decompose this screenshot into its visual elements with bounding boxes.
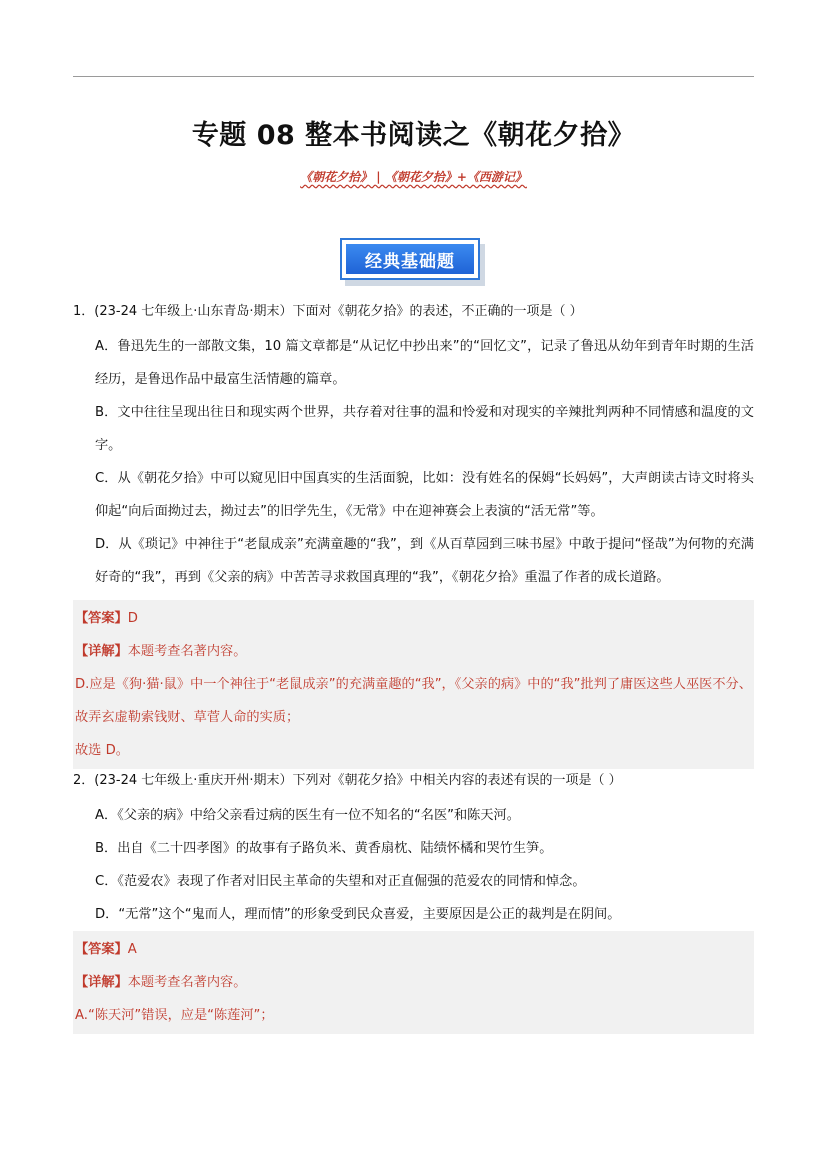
conclusion-line: 故选 D。 (75, 743, 129, 758)
option-b: B．出自《二十四孝图》的故事有子路负米、黄香扇枕、陆绩怀橘和哭竹生笋。 (95, 841, 553, 856)
explanation-line: D.应是《狗·猫·鼠》中一个神往于“老鼠成亲”的充满童趣的“我”，《父亲的病》中的“我”批判了庸医这些人巫医不分、故弄玄虚勒索钱财、草菅人命的实质； (75, 677, 752, 725)
option-a: A．鲁迅先生的一部散文集，10 篇文章都是“从记忆中抄出来”的“回忆文”，记录了鲁迅从幼年到青年时期的生活经历，是鲁迅作品中最富生活情趣的篇章。 (95, 339, 754, 387)
detail-line (75, 966, 752, 999)
detail-tag: 【详解】 (75, 975, 128, 990)
answer-value: D (127, 611, 138, 626)
option-c: C．从《朝花夕拾》中可以窥见旧中国真实的生活面貌，比如：没有姓名的保姆“长妈妈”，大声朗读古诗文时将头仰起“向后面拗过去，拗过去”的旧学先生，《无常》中在迎神赛会上表演的“活无常”等。 (95, 471, 754, 519)
question-list (73, 300, 754, 1034)
page-title: 专题 08 整本书阅读之《朝花夕拾》 (191, 120, 636, 151)
badge-frame (340, 238, 480, 280)
option-d: D．从《琐记》中神往于“老鼠成亲”充满童趣的“我”，到《从百草园到三味书屋》中敢于提问“怪哉”为何物的充满好奇的“我”，再到《父亲的病》中苦苦寻求救国真理的“我”，《朝花夕拾》重温了作者的成长道路。 (95, 537, 754, 585)
answer-tag: 【答案】 (75, 942, 128, 957)
option-b: B．文中往往呈现出往日和现实两个世界，共存着对往事的温和怜爱和对现实的辛辣批判两种不同情感和温度的文字。 (95, 405, 754, 453)
detail-text: 本题考查名著内容。 (127, 644, 247, 659)
question-stem: 1．(23-24 七年级上·山东青岛·期末）下面对《朝花夕拾》的表述，不正确的一项是（ ） (73, 304, 583, 319)
question-2 (73, 769, 754, 1034)
section-badge (340, 238, 486, 288)
option-a: A．《父亲的病》中给父亲看过病的医生有一位不知名的“名医”和陈天河。 (95, 808, 520, 823)
answer-block (73, 931, 754, 1034)
answer-value: A (127, 942, 137, 957)
option-d: D．“无常”这个“鬼而人，理而情”的形象受到民众喜爱，主要原因是公正的裁判是在阴间。 (95, 907, 621, 922)
page-subtitle: 《朝花夕拾》 | 《朝花夕拾》+《西游记》 (300, 170, 527, 184)
detail-text: 本题考查名著内容。 (127, 975, 247, 990)
question-1 (73, 300, 754, 769)
header-rule (73, 76, 754, 77)
answer-line (75, 602, 752, 635)
answer-tag: 【答案】 (75, 611, 128, 626)
detail-line (75, 635, 752, 668)
question-stem: 2．(23-24 七年级上·重庆开州·期末）下列对《朝花夕拾》中相关内容的表述有误的一项是（ ） (73, 773, 622, 788)
answer-block (73, 600, 754, 769)
section-badge-label: 经典基础题 (346, 244, 474, 274)
answer-line (75, 933, 752, 966)
option-c: C．《范爱农》表现了作者对旧民主革命的失望和对正直倔强的范爱农的同情和悼念。 (95, 874, 586, 889)
detail-tag: 【详解】 (75, 644, 128, 659)
explanation-line: A.“陈天河”错误，应是“陈莲河”； (75, 1008, 274, 1023)
